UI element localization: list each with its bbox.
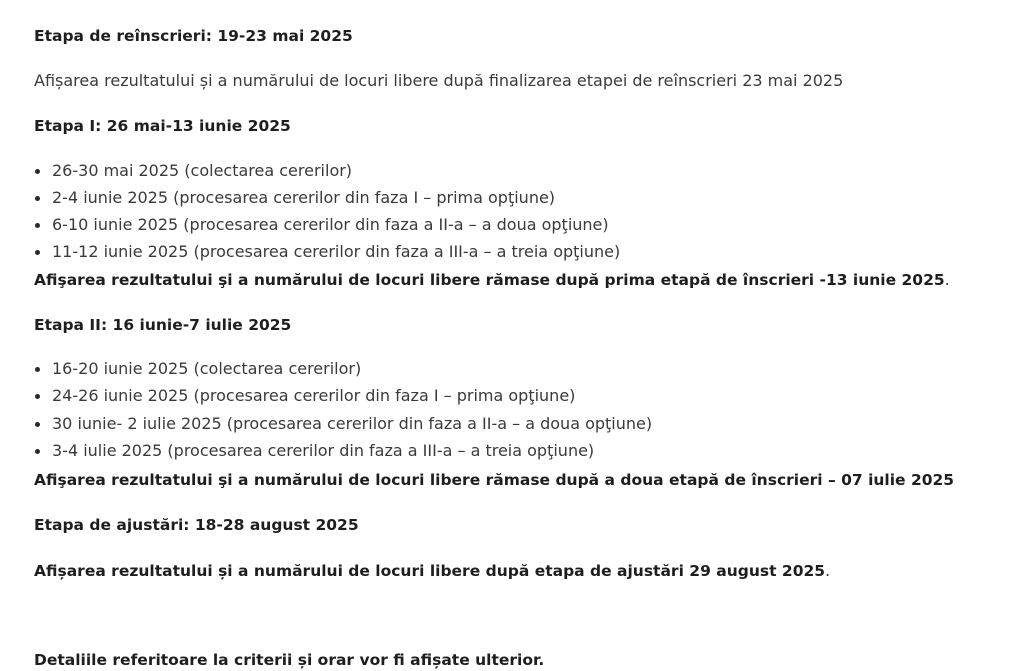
list-item-text: 26-30 mai 2025 (colectarea cererilor) <box>52 161 353 180</box>
ajustari-result <box>34 560 830 582</box>
ajustari-result-suffix: . <box>825 561 831 580</box>
list-item-text: 24-26 iunie 2025 (procesarea cererilor din faza I – prima opţiune) <box>52 386 576 405</box>
etapa1-result-text: Afişarea rezultatului şi a numărului de locuri libere rămase după prima etapă de înscrieri -13 iunie 2025 <box>34 271 945 289</box>
list-item <box>34 214 609 236</box>
list-item-text: 30 iunie- 2 iulie 2025 (procesarea cererilor din faza a II-a – a doua opţiune) <box>52 414 653 433</box>
list-item-text: 16-20 iunie 2025 (colectarea cererilor) <box>52 359 362 378</box>
bullet-icon <box>35 196 40 201</box>
list-item <box>34 413 652 435</box>
list-item <box>34 187 555 209</box>
reinscrieri-heading <box>34 25 353 47</box>
list-item <box>34 385 575 407</box>
list-item <box>34 160 352 182</box>
reinscrieri-heading-label: Etapa de reînscrieri <box>34 27 206 45</box>
bullet-icon <box>35 169 40 174</box>
etapa2-result-text: Afişarea rezultatului şi a numărului de locuri libere rămase după a doua etapă de înscrieri – 07 iulie 2025 <box>34 471 955 489</box>
footer-note: Detaliile referitoare la criterii și orar vor fi afișate ulterior. <box>34 651 545 669</box>
etapa1-result-suffix: . <box>944 270 950 289</box>
ajustari-heading: Etapa de ajustări: 18-28 august 2025 <box>34 516 359 534</box>
list-item <box>34 358 361 380</box>
list-item-text: 3-4 iulie 2025 (procesarea cererilor din faza a III-a – a treia opţiune) <box>52 441 595 460</box>
list-item-text: 6-10 iunie 2025 (procesarea cererilor din faza a II-a – a doua opţiune) <box>52 215 609 234</box>
bullet-icon <box>35 223 40 228</box>
bullet-icon <box>35 422 40 427</box>
reinscrieri-result-text: Afișarea rezultatului și a numărului de locuri libere după finalizarea etapei de reînscrieri 23 mai 2025 <box>34 71 844 90</box>
bullet-icon <box>35 250 40 255</box>
list-item-text: 11-12 iunie 2025 (procesarea cererilor din faza a III-a – a treia opţiune) <box>52 242 621 261</box>
bullet-icon <box>35 367 40 372</box>
ajustari-result-text: Afișarea rezultatului și a numărului de locuri libere după etapa de ajustări 29 august 2025 <box>34 562 826 580</box>
bullet-icon <box>35 449 40 454</box>
list-item-text: 2-4 iunie 2025 (procesarea cererilor din faza I – prima opţiune) <box>52 188 556 207</box>
etapa1-heading: Etapa I: 26 mai-13 iunie 2025 <box>34 117 291 135</box>
list-item <box>34 241 620 263</box>
etapa1-result <box>34 269 950 291</box>
list-item <box>34 440 594 462</box>
reinscrieri-heading-dates: : 19-23 mai 2025 <box>205 27 353 45</box>
bullet-icon <box>35 394 40 399</box>
etapa2-heading: Etapa II: 16 iunie-7 iulie 2025 <box>34 316 292 334</box>
